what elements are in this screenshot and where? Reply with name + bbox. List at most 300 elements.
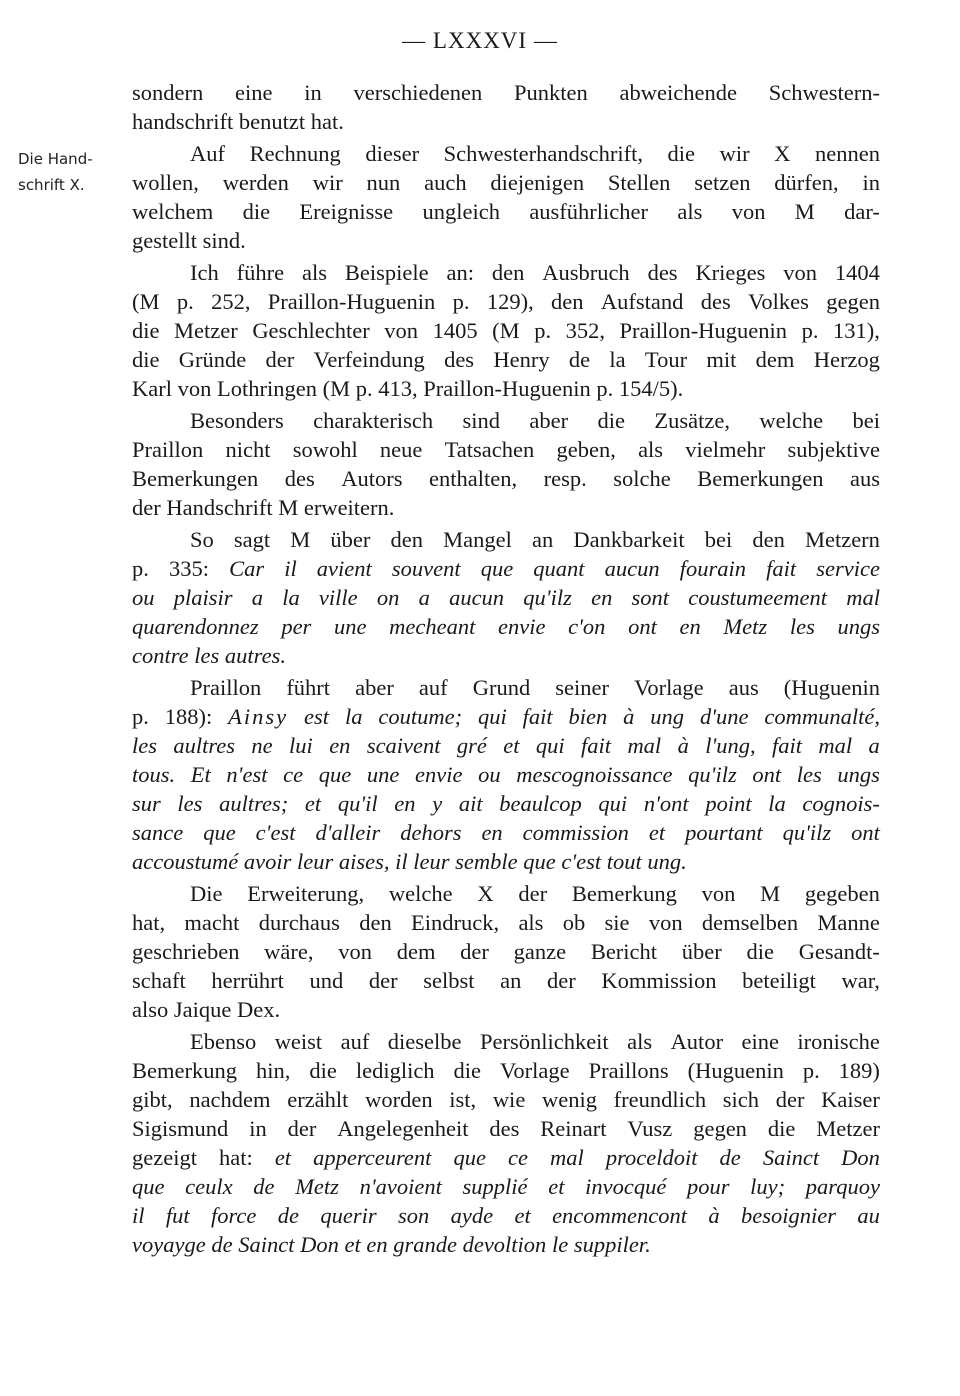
word: Tour [644, 347, 688, 372]
word: des [647, 260, 678, 285]
word: gré [456, 733, 487, 758]
word: autres. [224, 643, 286, 668]
word: le [551, 1232, 569, 1257]
word: ville [318, 585, 358, 610]
word: Don [300, 1232, 339, 1257]
word: und [309, 968, 344, 993]
word: en [591, 585, 613, 610]
word: Praillon-Huguenin [619, 318, 788, 343]
word: gezeigt [132, 1145, 197, 1170]
word: ont [752, 762, 782, 787]
text-line [132, 937, 880, 966]
word: also [132, 997, 169, 1022]
word: mecheant [389, 614, 476, 639]
word: avoir [243, 849, 292, 874]
word: p. [132, 704, 149, 729]
word: welchem [132, 199, 214, 224]
word: hat, [132, 910, 166, 935]
word: als [677, 199, 703, 224]
word: proceldoit [605, 1145, 698, 1170]
word: aus [850, 466, 880, 491]
word: Bemerkungen [132, 466, 259, 491]
word: Metzer [174, 318, 238, 343]
word: Dankbarkeit [573, 527, 685, 552]
word: aucun [449, 585, 505, 610]
word: enthalten, [429, 466, 518, 491]
word: ou [478, 762, 501, 787]
word: la [768, 791, 786, 816]
word: ob [562, 910, 586, 935]
word: dürfen, [774, 170, 839, 195]
text-line [132, 702, 880, 731]
word: Vorlage [500, 1058, 570, 1083]
word: Kaiser [821, 1087, 880, 1112]
word: querir [320, 1203, 377, 1228]
word: parquoy [805, 1174, 880, 1199]
word: (Huguenin [687, 1058, 784, 1083]
margin-note [18, 146, 93, 198]
word: Don [841, 1145, 880, 1170]
text-line [132, 908, 880, 937]
word: souvent [391, 556, 461, 581]
word: die [132, 347, 160, 372]
text-line [132, 139, 880, 168]
word: die [453, 1058, 482, 1083]
word: qu'ilz [782, 820, 832, 845]
word: suppiler. [573, 1232, 651, 1257]
word: l'ung, [705, 733, 756, 758]
word: les [194, 643, 220, 668]
word: il [395, 849, 408, 874]
word: plaisir [173, 585, 233, 610]
text-line [132, 847, 880, 876]
word: subjektive [787, 437, 880, 462]
word: fait [581, 733, 612, 758]
word: Praillon-Huguenin [267, 289, 436, 314]
text-line [132, 107, 880, 136]
word: accoustumé [132, 849, 239, 874]
word: grande [393, 1232, 457, 1257]
word: Eindruck, [411, 910, 500, 935]
word: 189) [838, 1058, 880, 1083]
word: macht [184, 910, 240, 935]
word: invocqué [585, 1174, 667, 1199]
word: c'est [561, 849, 602, 874]
text-line [132, 406, 880, 435]
word: en [481, 820, 503, 845]
word: Herzog [813, 347, 880, 372]
word: les [177, 791, 203, 816]
word: d'alleir [315, 820, 381, 845]
word: X [477, 881, 494, 906]
word: werden [222, 170, 289, 195]
margin-note-line: Die Hand- [18, 150, 93, 168]
word: 352, [565, 318, 605, 343]
word: p. [452, 289, 470, 314]
word: envie [498, 614, 546, 639]
word: beaulcop [499, 791, 582, 816]
word: schaft [132, 968, 186, 993]
word: qui [535, 733, 565, 758]
word: nennen [814, 141, 880, 166]
word: (Huguenin [783, 675, 880, 700]
word: die [309, 1058, 337, 1083]
word: est [304, 704, 330, 729]
word: bien [568, 704, 608, 729]
word: Zusätze, [654, 408, 730, 433]
word: Metzer [816, 1116, 880, 1141]
word: luy; [750, 1174, 786, 1199]
word: von [731, 199, 766, 224]
word: sur [132, 791, 161, 816]
word: aises, [338, 849, 390, 874]
word: den [491, 260, 525, 285]
text-line [132, 1085, 880, 1114]
word: sance [132, 820, 184, 845]
word: So [190, 527, 214, 552]
word: Punkten [514, 80, 588, 105]
word: semble [455, 849, 518, 874]
word: der [132, 495, 161, 520]
word: apperceurent [313, 1145, 432, 1170]
word: qu'ilz [523, 585, 572, 610]
word: service [816, 556, 880, 581]
word: aucun [604, 556, 660, 581]
word: nicht [225, 437, 271, 462]
word: force [211, 1203, 257, 1228]
word: ou [132, 585, 155, 610]
word: Jaique [173, 997, 232, 1022]
word: Gesandt- [798, 939, 880, 964]
word: et [344, 1232, 361, 1257]
word: wenig [541, 1087, 597, 1112]
word: pour [686, 1174, 730, 1199]
word: den [551, 289, 584, 314]
word: geschrieben [132, 939, 240, 964]
word: auf [340, 1029, 370, 1054]
text-line [132, 316, 880, 345]
word: sowohl [292, 437, 358, 462]
word: aultres [173, 733, 236, 758]
word: sind. [202, 228, 246, 253]
word: de [277, 1203, 300, 1228]
word: la [609, 347, 626, 372]
word: c'on [568, 614, 606, 639]
word: Praillons [588, 1058, 669, 1083]
word: cognois- [802, 791, 880, 816]
word: aus [728, 675, 759, 700]
word: Reinart [540, 1116, 607, 1141]
word: 1404 [834, 260, 880, 285]
word: resp. [543, 466, 587, 491]
word: erzählt [287, 1087, 349, 1112]
text-line [132, 287, 880, 316]
word: Metz [723, 614, 768, 639]
word: nachdem [189, 1087, 271, 1112]
word: mescognoissance [516, 762, 673, 787]
text-line [132, 258, 880, 287]
word: ce [508, 1145, 528, 1170]
word: die [132, 318, 160, 343]
word: que [132, 1174, 165, 1199]
word: n'est [226, 762, 268, 787]
word: que [453, 1145, 486, 1170]
word: herrührt [211, 968, 284, 993]
word: ungs [837, 762, 880, 787]
word: Rechnung [249, 141, 341, 166]
word: Metz [295, 1174, 339, 1199]
word: la [282, 585, 300, 610]
text-line [132, 1230, 880, 1259]
word: als [638, 437, 664, 462]
word: freundlich [613, 1087, 707, 1112]
word: n'avoient [359, 1174, 442, 1199]
word: aber [529, 408, 569, 433]
text-line [132, 1027, 880, 1056]
word: Schwesterhandschrift, [443, 141, 643, 166]
word: Autors [341, 466, 403, 491]
word: scaivent [366, 733, 441, 758]
word: lui [289, 733, 313, 758]
text-line [132, 583, 880, 612]
word: mal [550, 1145, 584, 1170]
word: dar- [844, 199, 880, 224]
text-line [132, 879, 880, 908]
word: que [480, 556, 514, 581]
text-line [132, 197, 880, 226]
word: fait [522, 704, 553, 729]
word: ont [851, 820, 880, 845]
word: hat: [219, 1145, 253, 1170]
word: demselben [701, 910, 799, 935]
word: (M [322, 376, 351, 401]
text-line [132, 554, 880, 583]
word: der [775, 1087, 805, 1112]
word: y [432, 791, 443, 816]
word: führe [236, 260, 285, 285]
word: les [789, 614, 815, 639]
word: von [177, 376, 212, 401]
word: charakterisch [313, 408, 434, 433]
word: mal [846, 585, 880, 610]
word: de [719, 1145, 741, 1170]
word: Auf [190, 141, 225, 166]
word: Vorlage [634, 675, 704, 700]
text-line [132, 525, 880, 554]
word: Ausbruch [542, 260, 630, 285]
word: der [547, 968, 576, 993]
text-line [132, 435, 880, 464]
word: von [648, 910, 683, 935]
word: des [284, 466, 315, 491]
word: que [523, 849, 556, 874]
word: Ereignisse [299, 199, 394, 224]
text-line [132, 1172, 880, 1201]
word: Sainct [762, 1145, 820, 1170]
word: et [548, 1174, 565, 1199]
word: Sainct [238, 1232, 295, 1257]
word: auf [418, 675, 448, 700]
word: Vusz [627, 1116, 673, 1141]
word: en [394, 791, 416, 816]
word: seiner [555, 675, 609, 700]
word: in [304, 80, 322, 105]
word: n'ont [643, 791, 689, 816]
word: wollen, [132, 170, 199, 195]
word: dieser [365, 141, 420, 166]
text-line [132, 374, 880, 403]
word: weist [274, 1029, 323, 1054]
text-line [132, 760, 880, 789]
word: hin, [255, 1058, 291, 1083]
word: die [242, 199, 271, 224]
word: des [489, 1116, 520, 1141]
word: solche [613, 466, 671, 491]
word: ganze [513, 939, 567, 964]
word: aber [355, 675, 394, 700]
text-line [132, 226, 880, 255]
word: an [532, 527, 554, 552]
word: Aufstand [600, 289, 684, 314]
word: M [794, 199, 815, 224]
word: wie [492, 1087, 526, 1112]
word: on [376, 585, 400, 610]
body-text [132, 78, 880, 1259]
word: Car [229, 556, 265, 581]
word: welche [388, 881, 453, 906]
word: Besonders [190, 408, 284, 433]
word: Lothringen [216, 376, 317, 401]
word: Bericht [590, 939, 658, 964]
word: une [333, 614, 367, 639]
word: Erweiterung, [247, 881, 365, 906]
word: son [397, 1203, 430, 1228]
word: 154/5). [618, 376, 684, 401]
word: 129), [486, 289, 534, 314]
text-line [132, 1143, 880, 1172]
word: Persönlichkeit [479, 1029, 609, 1054]
word: Praillon-Huguenin [423, 376, 591, 401]
word: an [500, 968, 522, 993]
word: Praillon [190, 675, 262, 700]
word: sondern [132, 80, 204, 105]
word: Geschlechter [252, 318, 370, 343]
word: Et [190, 762, 211, 787]
word: qu'ilz [688, 762, 737, 787]
word: gibt, [132, 1087, 173, 1112]
word: vielmehr [685, 437, 766, 462]
text-line [132, 464, 880, 493]
word: neue [379, 437, 423, 462]
word: Verfeindung [313, 347, 425, 372]
word: dem [396, 939, 436, 964]
word: gegen [826, 289, 880, 314]
word: que [203, 820, 236, 845]
word: von [701, 881, 736, 906]
text-line [132, 789, 880, 818]
word: die [667, 141, 696, 166]
word: Stellen [607, 170, 671, 195]
word: Handschrift [166, 495, 273, 520]
word: den [359, 910, 392, 935]
word: sont [631, 585, 670, 610]
word: die [597, 408, 625, 433]
text-line [132, 78, 880, 107]
word: den [390, 527, 424, 552]
word: Dex. [236, 997, 281, 1022]
word: a [868, 733, 880, 758]
margin-note-line: schrift X. [18, 176, 85, 194]
word: wir [719, 141, 750, 166]
word: il [132, 1203, 145, 1228]
text-line [132, 1201, 880, 1230]
word: M [290, 527, 311, 552]
word: envie [415, 762, 463, 787]
word: erweitern. [303, 495, 395, 520]
word: diejenigen [490, 170, 585, 195]
word: ironische [797, 1029, 880, 1054]
word: commission [522, 820, 629, 845]
word: bei [852, 408, 880, 433]
word: abweichende [619, 80, 737, 105]
word: au [857, 1203, 880, 1228]
word: 188): [164, 704, 213, 729]
word: encommencont [552, 1203, 688, 1228]
word: die [746, 939, 774, 964]
word: à [677, 733, 689, 758]
word: von [384, 318, 419, 343]
word: durchaus [258, 910, 340, 935]
word: Bemerkung [132, 1058, 237, 1083]
word: besoignier [740, 1203, 836, 1228]
word: pourtant [685, 820, 763, 845]
word: der [287, 1116, 317, 1141]
text-line [132, 818, 880, 847]
word: fut [165, 1203, 190, 1228]
word: ne [251, 733, 273, 758]
word: in [862, 170, 880, 195]
word: fourain [679, 556, 747, 581]
word: wäre, [264, 939, 314, 964]
word: über [681, 939, 722, 964]
word: Tatsachen [444, 437, 535, 462]
word: geben, [556, 437, 616, 462]
word: dem [755, 347, 795, 372]
word: en [679, 614, 701, 639]
word: über [330, 527, 371, 552]
word: coutume; [378, 704, 463, 729]
word: der [460, 939, 489, 964]
word: ungs [837, 614, 880, 639]
word: qui [598, 791, 628, 816]
word: ausführlicher [529, 199, 649, 224]
word: et [503, 733, 520, 758]
word: leur [296, 849, 334, 874]
word: avient [316, 556, 372, 581]
word: en [366, 1232, 388, 1257]
text-line [132, 995, 880, 1024]
word: fait [772, 733, 803, 758]
word: den [752, 527, 785, 552]
word: Volkes [748, 289, 809, 314]
word: qui [477, 704, 507, 729]
word: ce [283, 762, 304, 787]
word: gegen [693, 1116, 747, 1141]
word: 131), [832, 318, 880, 343]
word: die [767, 1116, 796, 1141]
word: à [708, 1203, 720, 1228]
word: benutzt [238, 109, 306, 134]
